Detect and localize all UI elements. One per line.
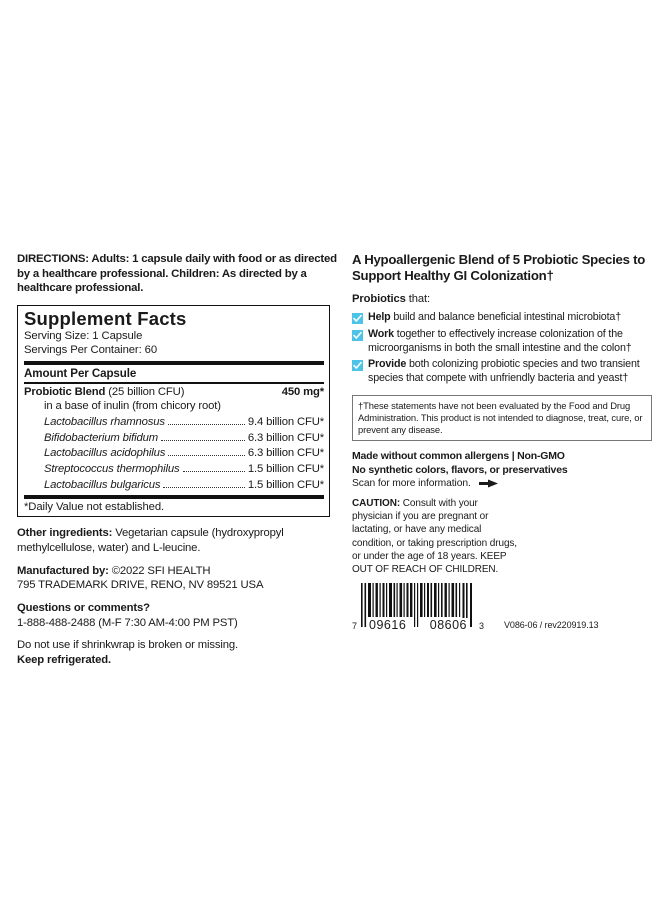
scan-text: Scan for more information.: [352, 478, 471, 490]
benefit-lead: Provide: [368, 358, 407, 371]
table-row: [24, 445, 324, 461]
barcode-bars: [359, 583, 477, 632]
other-ingredients-label: Other ingredients:: [17, 527, 113, 540]
storage-notes: [17, 638, 338, 667]
benefit-body: both colonizing probiotic species and two transient species that compete with unfriendly bacteria and yeast†: [368, 358, 640, 384]
species-amount: 1.5 billion CFU*: [247, 478, 324, 491]
barcode-numbers: [359, 618, 477, 632]
barcode-lead-digit: 7: [352, 621, 358, 632]
table-row: [24, 430, 324, 446]
fda-disclaimer: †These statements have not been evaluated by the Food and Drug Administration. This product is not intended to diagnose, treat, cure, or prevent any disease.: [352, 395, 652, 442]
species-name: Lactobacillus acidophilus: [44, 447, 166, 460]
manufacturer-address: 795 TRADEMARK DRIVE, RENO, NV 89521 USA: [17, 579, 264, 592]
scan-prompt: [352, 478, 652, 489]
species-name: Streptococcus thermophilus: [44, 463, 180, 475]
table-row: [24, 461, 324, 477]
benefit-text: [368, 358, 652, 385]
leader-dots: [168, 455, 245, 456]
right-panel: [348, 252, 660, 632]
allergen-line-2: No synthetic colors, flavors, or preservatives: [352, 463, 568, 476]
allergen-line-1: Made without common allergens | Non-GMO: [352, 450, 565, 463]
benefit-lead: Work: [368, 327, 394, 340]
benefit-body: build and balance beneficial intestinal microbiota†: [390, 311, 622, 324]
manufactured-label: Manufactured by:: [17, 564, 109, 577]
arrow-right-icon: [479, 479, 499, 488]
questions-label: Questions or comments?: [17, 602, 150, 615]
daily-value-footnote: *Daily Value not established.: [24, 501, 165, 514]
manufacturer-info: [17, 564, 338, 593]
manufactured-text: ©2022 SFI HEALTH: [108, 564, 211, 577]
amount-per-capsule-header: Amount Per Capsule: [24, 366, 137, 380]
caution-text: Consult with your physician if you are pregnant or lactating, or have any medical condition, or taking prescription drugs, or under the age of 18 years. KEEP OUT OF REACH OF CHILDREN.: [352, 498, 517, 576]
leader-dots: [168, 424, 245, 425]
supplement-label: [0, 252, 660, 676]
leader-dots: [161, 440, 245, 441]
supplement-facts-panel: [17, 305, 330, 518]
species-amount: 6.3 billion CFU*: [247, 431, 324, 444]
probiotics-intro: [352, 293, 652, 306]
checkmark-icon: [352, 313, 363, 324]
list-item: [352, 311, 652, 325]
barcode-area: [352, 588, 652, 632]
shrinkwrap-note: Do not use if shrinkwrap is broken or missing.: [17, 639, 239, 652]
probiotics-suffix: that:: [405, 292, 430, 305]
benefit-text: [368, 328, 652, 355]
barcode-group-right: 08606: [429, 618, 468, 633]
other-ingredients-text: Vegetarian capsule (hydroxypropyl methylcellulose, water) and L-leucine.: [17, 527, 284, 555]
benefit-body: together to effectively increase colonization of the microorganisms in both the small intestine and the colon†: [368, 327, 632, 354]
blend-name: Probiotic Blend: [24, 385, 106, 398]
list-item: [352, 358, 652, 385]
upc-barcode: [352, 588, 484, 632]
checkmark-icon: [352, 330, 363, 341]
species-amount: 6.3 billion CFU*: [247, 447, 324, 460]
benefit-text: [368, 311, 621, 325]
species-name: Bifidobacterium bifidum: [44, 431, 158, 444]
contact-info: [17, 601, 338, 630]
barcode-group-left: 09616: [369, 618, 407, 633]
servings-per-container: Servings Per Container: 60: [24, 344, 158, 357]
serving-size: Serving Size: 1 Capsule: [24, 330, 143, 343]
species-amount: 9.4 billion CFU*: [247, 415, 324, 428]
left-panel: [0, 252, 348, 676]
list-item: [352, 328, 652, 355]
species-name: Lactobacillus bulgaricus: [44, 478, 161, 491]
refrigerate-note: Keep refrigerated.: [17, 654, 111, 667]
leader-dots: [163, 487, 245, 488]
probiotics-label: Probiotics: [352, 292, 406, 305]
table-row: [24, 477, 324, 493]
species-name: Lactobacillus rhamnosus: [44, 415, 165, 428]
other-ingredients: [17, 526, 338, 555]
table-row: [24, 414, 324, 430]
benefits-list: [352, 311, 652, 385]
directions-text: DIRECTIONS: Adults: 1 capsule daily with food or as directed by a healthcare professional. Children: As directed by a healthcare professional.: [17, 253, 337, 295]
caution-statement: [352, 497, 517, 576]
blend-base-line: in a base of inulin (from chicory root): [44, 400, 221, 413]
table-row-blend: [24, 384, 324, 400]
barcode-trail-digit: 3: [479, 621, 485, 632]
allergen-statement: [352, 450, 652, 477]
supplement-facts-title: Supplement Facts: [24, 307, 187, 329]
species-amount: 1.5 billion CFU*: [247, 463, 324, 475]
blend-detail: (25 billion CFU): [108, 385, 185, 398]
revision-code: V086-06 / rev220919.13: [504, 620, 599, 631]
caution-label: CAUTION:: [352, 498, 401, 510]
benefit-lead: Help: [368, 311, 391, 324]
leader-dots: [183, 471, 245, 472]
checkmark-icon: [352, 360, 363, 371]
contact-phone: 1-888-488-2488 (M-F 7:30 AM-4:00 PM PST): [17, 616, 238, 629]
left-info-block: [17, 526, 338, 667]
product-headline: A Hypoallergenic Blend of 5 Probiotic Species to Support Healthy GI Colonization†: [352, 252, 646, 283]
blend-amount: 450 mg*: [281, 385, 324, 398]
